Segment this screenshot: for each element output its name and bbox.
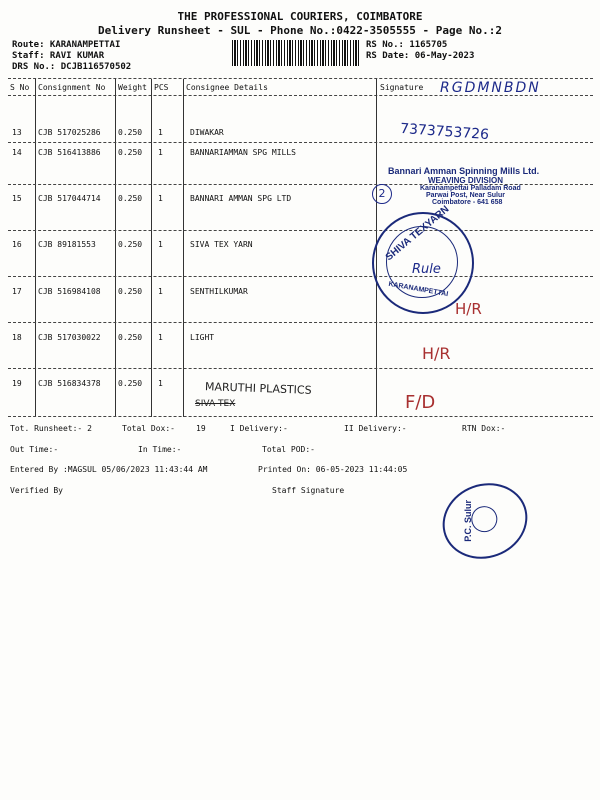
- i-delivery: I Delivery:-: [230, 424, 288, 433]
- row-sno: 16: [12, 240, 22, 249]
- rtn-dox: RTN Dox:-: [462, 424, 506, 433]
- row-rule: [8, 368, 593, 369]
- col-sno: S No: [10, 83, 30, 92]
- stamp-text: P.C. Sulur: [462, 499, 473, 542]
- row-weight: 0.250: [118, 128, 143, 137]
- row15-mark: 2: [372, 184, 392, 204]
- row-rule: [8, 142, 593, 143]
- row-sno: 13: [12, 128, 22, 137]
- rs-date: RS Date: 06-May-2023: [366, 51, 475, 61]
- stamp-line: Coimbatore - 641 658: [432, 199, 503, 206]
- row-pcs: 1: [158, 194, 163, 203]
- row-consignment: CJB 516984108: [38, 287, 101, 296]
- col-consignee: Consignee Details: [186, 83, 268, 92]
- row-pcs: 1: [158, 287, 163, 296]
- col-weight: Weight: [118, 83, 147, 92]
- hr-mark-1: H/R: [455, 300, 482, 318]
- barcode: [232, 40, 360, 66]
- row-consignee: SENTHILKUMAR: [190, 287, 248, 296]
- row-weight: 0.250: [118, 379, 143, 388]
- row-consignment: CJB 89181553: [38, 240, 96, 249]
- col-pcs: PCS: [154, 83, 169, 92]
- struck-text: SIVA TEX: [195, 399, 236, 409]
- handwritten-consignee: MARUTHI PLASTICS: [204, 380, 312, 397]
- row-weight: 0.250: [118, 333, 143, 342]
- row-pcs: 1: [158, 148, 163, 157]
- row-pcs: 1: [158, 128, 163, 137]
- entered-by: Entered By :MAGSUL 05/06/2023 11:43:44 AM: [10, 465, 208, 474]
- in-time: In Time:-: [138, 445, 182, 454]
- col-divider: [151, 79, 152, 417]
- row-pcs: 1: [158, 379, 163, 388]
- rs-number: RS No.: 1165705: [366, 40, 448, 50]
- row-consignee: DIWAKAR: [190, 128, 224, 137]
- row-rule: [8, 276, 593, 277]
- row-weight: 0.250: [118, 194, 143, 203]
- row-consignment: CJB 516413886: [38, 148, 101, 157]
- row-consignment: CJB 516834378: [38, 379, 101, 388]
- row-consignee: LIGHT: [190, 333, 215, 342]
- ii-delivery: II Delivery:-: [344, 424, 407, 433]
- row-consignee: BANNARI AMMAN SPG LTD: [190, 194, 292, 203]
- tot-runsheet: Tot. Runsheet:- 2: [10, 424, 92, 433]
- row-consignment: CJB 517030022: [38, 333, 101, 342]
- row-sno: 14: [12, 148, 22, 157]
- stamp-top-text: SHIVA TEXYARN: [383, 203, 452, 264]
- col-consignment: Consignment No: [38, 83, 106, 92]
- stamp-bottom-text: KARANAMPETTAI: [387, 280, 449, 299]
- row-consignment: CJB 517025286: [38, 128, 101, 137]
- row-rule: [8, 322, 593, 323]
- printed-on: Printed On: 06-05-2023 11:44:05: [258, 465, 408, 474]
- row-sno: 15: [12, 194, 22, 203]
- row-consignee: SIVA TEX YARN: [190, 240, 253, 249]
- col-divider: [183, 79, 184, 417]
- row-rule: [8, 230, 593, 231]
- stamp-line: WEAVING DIVISION: [428, 176, 503, 185]
- runsheet-subtitle: Delivery Runsheet - SUL - Phone No.:0422-3505555 - Page No.:2: [98, 24, 502, 37]
- stamp-line: Parwai Post, Near Sulur: [426, 192, 505, 199]
- total-dox-value: 19: [196, 424, 206, 433]
- bannari-stamp: [388, 166, 568, 206]
- header-signature: RGDMNBDN: [440, 80, 541, 96]
- route-label: Route: KARANAMPETTAI: [12, 40, 121, 50]
- out-time: Out Time:-: [10, 445, 59, 454]
- staff-signature: Staff Signature: [272, 486, 345, 495]
- row-consignee: BANNARIAMMAN SPG MILLS: [190, 148, 296, 157]
- col-divider: [115, 79, 116, 417]
- pc-sulur-stamp: [432, 472, 538, 571]
- hr-mark-2: H/R: [422, 344, 451, 363]
- table-bottom-rule: [8, 416, 593, 417]
- fd-mark: F/D: [405, 392, 436, 413]
- row-sno: 17: [12, 287, 22, 296]
- handwritten-phone: 7373753726: [399, 120, 490, 144]
- stamp-line: Karanampettai Palladam Road: [420, 185, 521, 192]
- verified-by: Verified By: [10, 486, 63, 495]
- row-weight: 0.250: [118, 240, 143, 249]
- drs-number: DRS No.: DCJB116570502: [12, 62, 132, 72]
- total-dox-label: Total Dox:-: [122, 424, 175, 433]
- row-consignment: CJB 517044714: [38, 194, 101, 203]
- row-sno: 18: [12, 333, 22, 342]
- col-divider: [35, 79, 36, 417]
- row-pcs: 1: [158, 240, 163, 249]
- stamp-line: Bannari Amman Spinning Mills Ltd.: [388, 166, 540, 176]
- total-pod: Total POD:-: [262, 445, 315, 454]
- shiva-stamp: [372, 203, 474, 314]
- row-weight: 0.250: [118, 148, 143, 157]
- staff-label: Staff: RAVI KUMAR: [12, 51, 105, 61]
- row17-signature: Rule: [412, 262, 441, 277]
- row-weight: 0.250: [118, 287, 143, 296]
- company-title: THE PROFESSIONAL COURIERS, COIMBATORE: [177, 10, 423, 23]
- col-signature: Signature: [380, 83, 424, 92]
- row-pcs: 1: [158, 333, 163, 342]
- row-sno: 19: [12, 379, 22, 388]
- table-top-rule: [8, 78, 593, 79]
